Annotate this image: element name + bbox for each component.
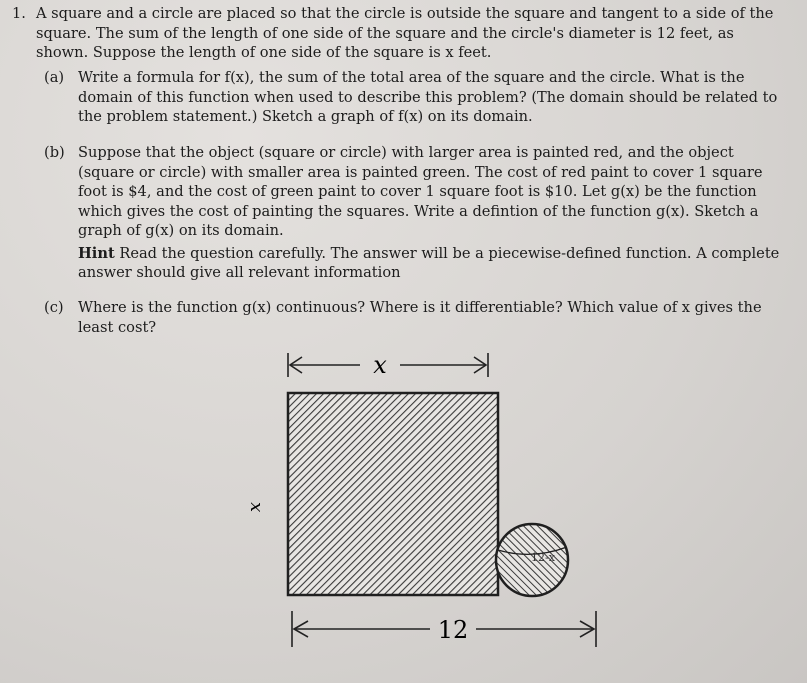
square-shape [288,393,498,595]
part-a-text: Write a formula for f(x), the sum of the total area of the square and the circle. What is the domain of this function when used to describe this problem? (The domain should be related to the problem statement.) Sketch a graph of f(x) on its domain. [78,69,778,125]
part-c [44,298,782,337]
hint-text: Read the question carefully. The answer will be a piecewise-defined function. A complete answer should give all relevant information [78,244,780,281]
part-a-label: (a) [44,69,65,86]
problem-statement: A square and a circle are placed so that the circle is outside the square and tangent to a side of the square. The sum of the length of one side of the square and the circle's diameter is 12 feet, as shown. Suppose the length of one side of the square is x feet. [36,5,774,61]
circle-diameter-label: 12-x [531,551,555,564]
part-b-label: (b) [44,144,65,161]
problem-number: 1. [12,5,26,22]
bottom-12-label: 12 [437,616,469,644]
problem-1 [12,4,782,63]
hint-label: Hint [78,244,115,262]
top-dimension-arrow [288,353,488,377]
part-b-hint [78,244,782,283]
square-circle-figure [240,335,620,675]
part-c-label: (c) [44,299,64,316]
part-c-text: Where is the function g(x) continuous? Where is it differentiable? Which value of x gives the least cost? [78,299,762,336]
top-x-label: x [373,351,387,379]
part-a [44,68,782,127]
side-x-label: x [244,501,265,513]
part-b [44,143,782,283]
part-b-text: Suppose that the object (square or circle) with larger area is painted red, and the object (square or circle) with smaller area is painted green. The cost of red paint to cover 1 square foot is $4, and the cost of green paint to cover 1 square foot is $10. Let g(x) be the function which gives the cost of painting the squares. Write a defintion of the function g(x). Sketch a graph of g(x) on its domain. [78,144,763,239]
